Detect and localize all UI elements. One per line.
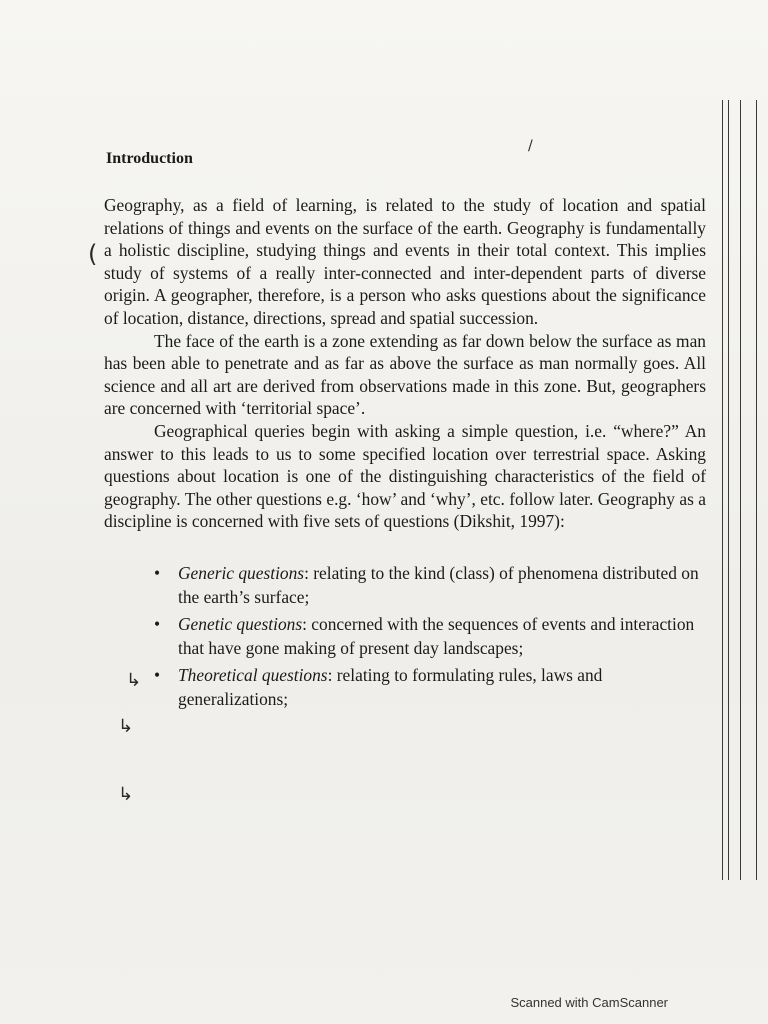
bullet-icon: • — [154, 613, 161, 634]
question-list — [104, 561, 706, 712]
bullet-icon: • — [154, 664, 161, 685]
list-item — [154, 612, 706, 661]
list-item — [154, 561, 706, 610]
paragraph: Geographical queries begin with asking a simple question, i.e. “where?” An answer to this leads to us to some specified location over terrestrial space. Asking questions about location is one of the distinguishing characteristics of the field of geography. The other questions e.g. ‘how’ and ‘why’, etc. follow later. Geography as a discipline is concerned with five sets of questions (Dikshit, 1997): — [104, 420, 706, 532]
tick-annotation-icon: ↳ — [118, 784, 134, 805]
list-item-text: : relating to formulating rules, laws and generalizations; — [178, 664, 603, 710]
list-item — [154, 663, 706, 712]
book-spine-edge — [718, 100, 768, 880]
tick-annotation-icon: ↳ — [118, 716, 134, 737]
list-item-text: : relating to the kind (class) of phenomena distributed on the earth’s surface; — [178, 562, 699, 608]
list-item-term: Genetic questions — [178, 613, 303, 634]
pen-mark: / — [528, 138, 533, 154]
scanner-watermark: Scanned with CamScanner — [510, 995, 668, 1010]
paragraph: Geography, as a field of learning, is related to the study of location and spatial relations of things and events on the surface of the earth. Geography is fundamentally a holistic discipline, studying things and events in their total context. This implies study of systems of a really inter-connected and inter-dependent parts of diverse origin. A geographer, therefore, is a person who asks questions about the significance of location, distance, directions, spread and spatial succession. — [104, 195, 706, 328]
section-heading: Introduction — [106, 150, 193, 167]
paragraph: The face of the earth is a zone extending as far down below the surface as man has been able to penetrate and as far as above the surface as man normally goes. All science and all art are derived from observations made in this zone. But, geographers are concerned with ‘territorial space’. — [104, 330, 706, 419]
document-body — [104, 150, 706, 714]
bullet-icon: • — [154, 562, 161, 583]
list-item-text: : concerned with the sequences of events and interaction that have gone making of present day landscapes; — [178, 613, 695, 659]
list-item-term: Generic questions — [178, 562, 305, 583]
bracket-annotation-icon: ( — [88, 240, 98, 268]
list-item-term: Theoretical questions — [178, 664, 328, 685]
tick-annotation-icon: ↳ — [126, 670, 142, 691]
